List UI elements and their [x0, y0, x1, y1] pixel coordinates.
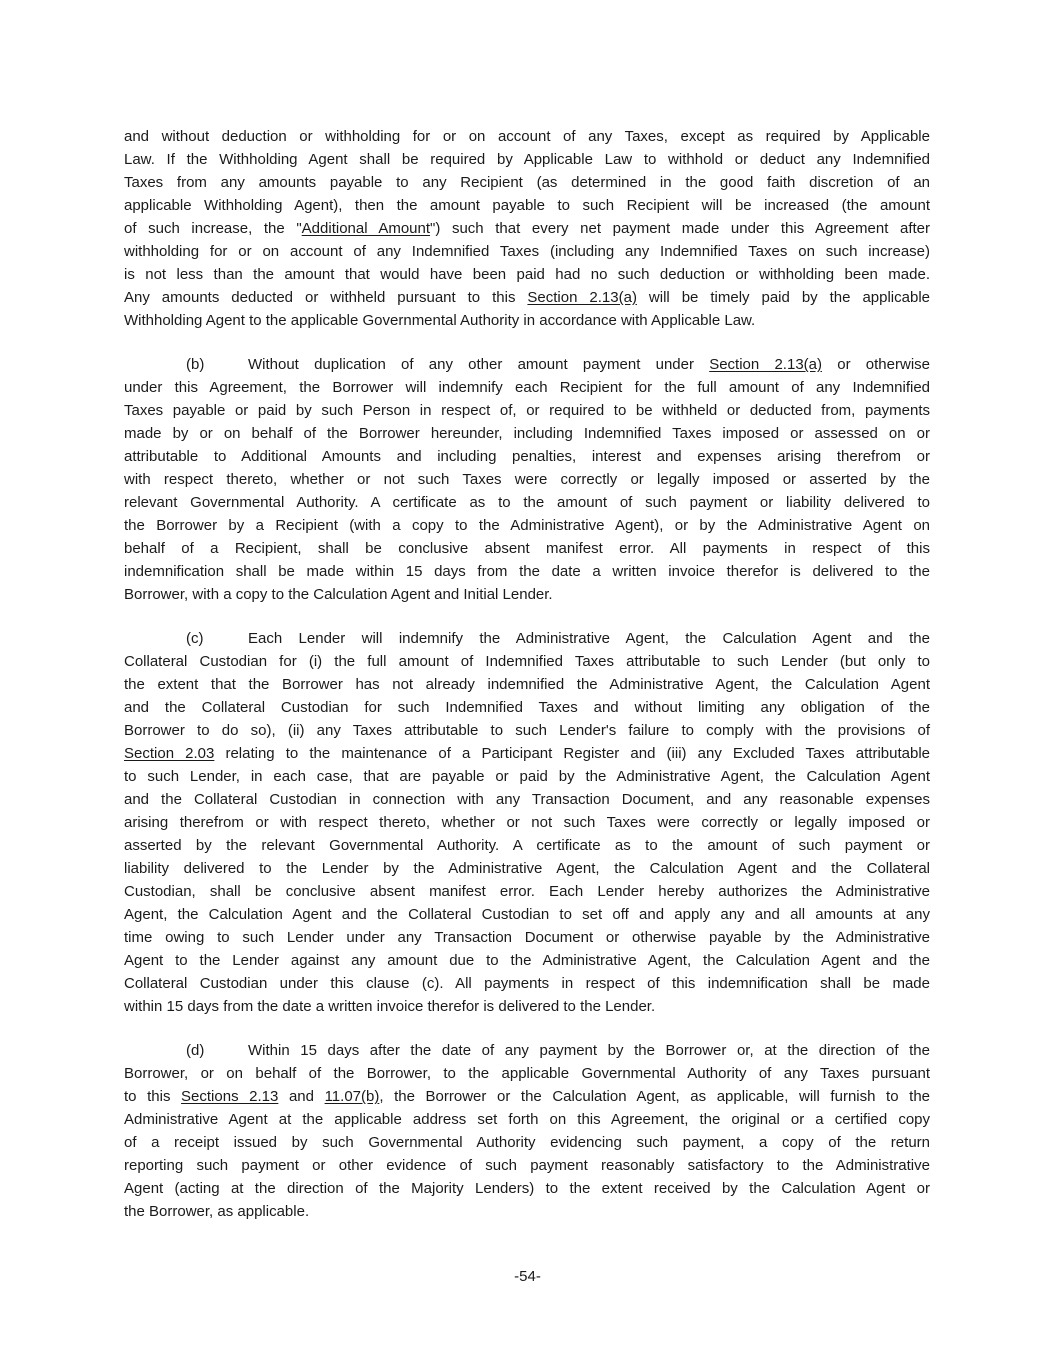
text-line	[124, 537, 930, 560]
text-segment: to such Lender, in each case, that are payable or paid by the Administrative Agent, the Calculation Agent	[124, 768, 930, 785]
text-segment: the Borrower by a Recipient (with a copy to the Administrative Agent), or by the Administrative Agent on	[124, 517, 930, 534]
text-line	[124, 811, 930, 834]
section-reference: Sections 2.13	[181, 1088, 279, 1105]
text-segment: within 15 days from the date a written invoice therefor is delivered to the Lender.	[124, 998, 656, 1015]
text-segment: the extent that the Borrower has not already indemnified the Administrative Agent, the Calculation Agent	[124, 676, 930, 693]
text-segment: and the Collateral Custodian for such Indemnified Taxes and without limiting any obligation of the	[124, 699, 930, 716]
clause-label: (d)	[186, 1042, 205, 1059]
section-reference: Section 2.13(a)	[709, 356, 822, 373]
text-line	[124, 217, 930, 240]
text-line	[124, 857, 930, 880]
text-segment: attributable to Additional Amounts and including penalties, interest and expenses arising therefrom or	[124, 448, 930, 465]
section-reference: Additional Amount	[301, 220, 431, 237]
text-line	[124, 1177, 930, 1200]
text-line	[124, 1154, 930, 1177]
text-line	[124, 194, 930, 217]
text-segment: is not less than the amount that would have been paid had no such deduction or withholding been made.	[124, 266, 930, 283]
clause-label: (c)	[186, 630, 204, 647]
text-line	[124, 583, 930, 606]
text-segment: Agent to the Lender against any amount due to the Administrative Agent, the Calculation Agent and the	[124, 952, 930, 969]
text-segment: Any amounts deducted or withheld pursuant to this	[124, 289, 528, 306]
text-segment: and	[278, 1088, 325, 1105]
text-segment: reporting such payment or other evidence of such payment reasonably satisfactory to the Administrative	[124, 1157, 930, 1174]
text-line	[124, 240, 930, 263]
text-segment: liability delivered to the Lender by the Administrative Agent, the Calculation Agent and the Collateral	[124, 860, 930, 877]
text-line	[124, 972, 930, 995]
text-segment: Taxes from any amounts payable to any Recipient (as determined in the good faith discretion of an	[124, 174, 930, 191]
text-line	[124, 765, 930, 788]
text-segment: ") such that every net payment made under this Agreement after	[430, 220, 930, 237]
text-segment: to this	[124, 1088, 182, 1105]
text-line	[124, 880, 930, 903]
section-reference: Section 2.03	[124, 745, 215, 762]
text-segment: Agent (acting at the direction of the Majority Lenders) to the extent received by the Calculation Agent or	[124, 1180, 930, 1197]
text-segment: relevant Governmental Authority. A certificate as to the amount of such payment or liability delivered to	[124, 494, 930, 511]
text-segment: under this Agreement, the Borrower will indemnify each Recipient for the full amount of any Indemnified	[124, 379, 930, 396]
page-number: -54-	[514, 1268, 541, 1285]
text-line	[124, 1085, 930, 1108]
text-line	[124, 263, 930, 286]
text-segment: Agent, the Calculation Agent and the Collateral Custodian to set off and apply any and all amounts at any	[124, 906, 930, 923]
text-line	[124, 742, 930, 765]
text-line	[124, 650, 930, 673]
text-segment: asserted by the relevant Governmental Authority. A certificate as to the amount of such payment or	[124, 837, 930, 854]
text-segment: withholding for or on account of any Indemnified Taxes (including any Indemnified Taxes on such increase)	[124, 243, 930, 260]
text-line	[124, 696, 930, 719]
text-segment: of a receipt issued by such Governmental Authority evidencing such payment, a copy of the return	[124, 1134, 930, 1151]
text-line	[124, 1039, 930, 1062]
text-segment: Within 15 days after the date of any payment by the Borrower or, at the direction of the	[248, 1042, 930, 1059]
text-segment: Taxes payable or paid by such Person in respect of, or required to be withheld or deducted from, payments	[124, 402, 930, 419]
text-line	[124, 468, 930, 491]
text-line	[124, 125, 930, 148]
text-line	[124, 148, 930, 171]
text-segment: Without duplication of any other amount payment under	[248, 356, 710, 373]
text-line	[124, 560, 930, 583]
text-line	[124, 926, 930, 949]
paragraph	[124, 125, 930, 332]
text-segment: Borrower to do so), (ii) any Taxes attributable to such Lender's failure to comply with the provisions of	[124, 722, 930, 739]
text-line	[124, 353, 930, 376]
text-segment: Each Lender will indemnify the Administrative Agent, the Calculation Agent and the	[248, 630, 930, 647]
text-segment: arising therefrom or with respect thereto, whether or not such Taxes were correctly or legally imposed or	[124, 814, 930, 831]
section-reference: Section 2.13(a)	[527, 289, 637, 306]
text-line	[124, 627, 930, 650]
text-segment: time owing to such Lender under any Transaction Document or otherwise payable by the Administrative	[124, 929, 930, 946]
text-segment: Withholding Agent to the applicable Governmental Authority in accordance with Applicable Law.	[124, 312, 756, 329]
text-line	[124, 949, 930, 972]
text-line	[124, 309, 930, 332]
text-line	[124, 1062, 930, 1085]
text-segment: relating to the maintenance of a Participant Register and (iii) any Excluded Taxes attributable	[214, 745, 930, 762]
text-line	[124, 399, 930, 422]
text-segment: Collateral Custodian under this clause (c). All payments in respect of this indemnification shall be made	[124, 975, 930, 992]
text-segment: with respect thereto, whether or not such Taxes were correctly or legally imposed or asserted by the	[124, 471, 930, 488]
text-line	[124, 445, 930, 468]
text-line	[124, 1200, 930, 1223]
paragraph	[124, 353, 930, 606]
text-line	[124, 1108, 930, 1131]
text-line	[124, 514, 930, 537]
paragraph	[124, 1039, 930, 1223]
text-line	[124, 995, 930, 1018]
text-segment: Custodian, shall be conclusive absent manifest error. Each Lender hereby authorizes the Administrative	[124, 883, 930, 900]
text-segment: Administrative Agent at the applicable address set forth on this Agreement, the original or a certified copy	[124, 1111, 930, 1128]
text-line	[124, 719, 930, 742]
text-segment: applicable Withholding Agent), then the amount payable to such Recipient will be increased (the amount	[124, 197, 930, 214]
section-reference: 11.07(b)	[324, 1088, 380, 1105]
text-segment: the Borrower, as applicable.	[124, 1203, 310, 1220]
text-segment: , the Borrower or the Calculation Agent, as applicable, will furnish to the	[379, 1088, 930, 1105]
text-segment: Borrower, with a copy to the Calculation Agent and Initial Lender.	[124, 586, 553, 603]
text-segment: Borrower, or on behalf of the Borrower, to the applicable Governmental Authority of any Taxes pursuant	[124, 1065, 930, 1082]
paragraph	[124, 627, 930, 1018]
text-line	[124, 673, 930, 696]
text-segment: indemnification shall be made within 15 days from the date a written invoice therefor is delivered to the	[124, 563, 930, 580]
text-segment: Collateral Custodian for (i) the full amount of Indemnified Taxes attributable to such Lender (but only to	[124, 653, 930, 670]
text-line	[124, 491, 930, 514]
clause-label: (b)	[186, 356, 205, 373]
text-segment: of such increase, the "	[124, 220, 302, 237]
text-line	[124, 286, 930, 309]
text-segment: will be timely paid by the applicable	[636, 289, 930, 306]
text-line	[124, 834, 930, 857]
text-line	[124, 171, 930, 194]
text-line	[124, 422, 930, 445]
document-body	[124, 125, 930, 1244]
text-line	[124, 1131, 930, 1154]
text-segment: and the Collateral Custodian in connection with any Transaction Document, and any reasonable expenses	[124, 791, 930, 808]
text-line	[124, 376, 930, 399]
text-segment: Law. If the Withholding Agent shall be required by Applicable Law to withhold or deduct any Indemnified	[124, 151, 930, 168]
text-line	[124, 788, 930, 811]
text-segment: and without deduction or withholding for or on account of any Taxes, except as required by Applicable	[124, 128, 930, 145]
text-segment: behalf of a Recipient, shall be conclusive absent manifest error. All payments in respect of this	[124, 540, 930, 557]
text-segment: or otherwise	[822, 356, 930, 373]
text-segment: made by or on behalf of the Borrower hereunder, including Indemnified Taxes imposed or assessed on or	[124, 425, 930, 442]
text-line	[124, 903, 930, 926]
